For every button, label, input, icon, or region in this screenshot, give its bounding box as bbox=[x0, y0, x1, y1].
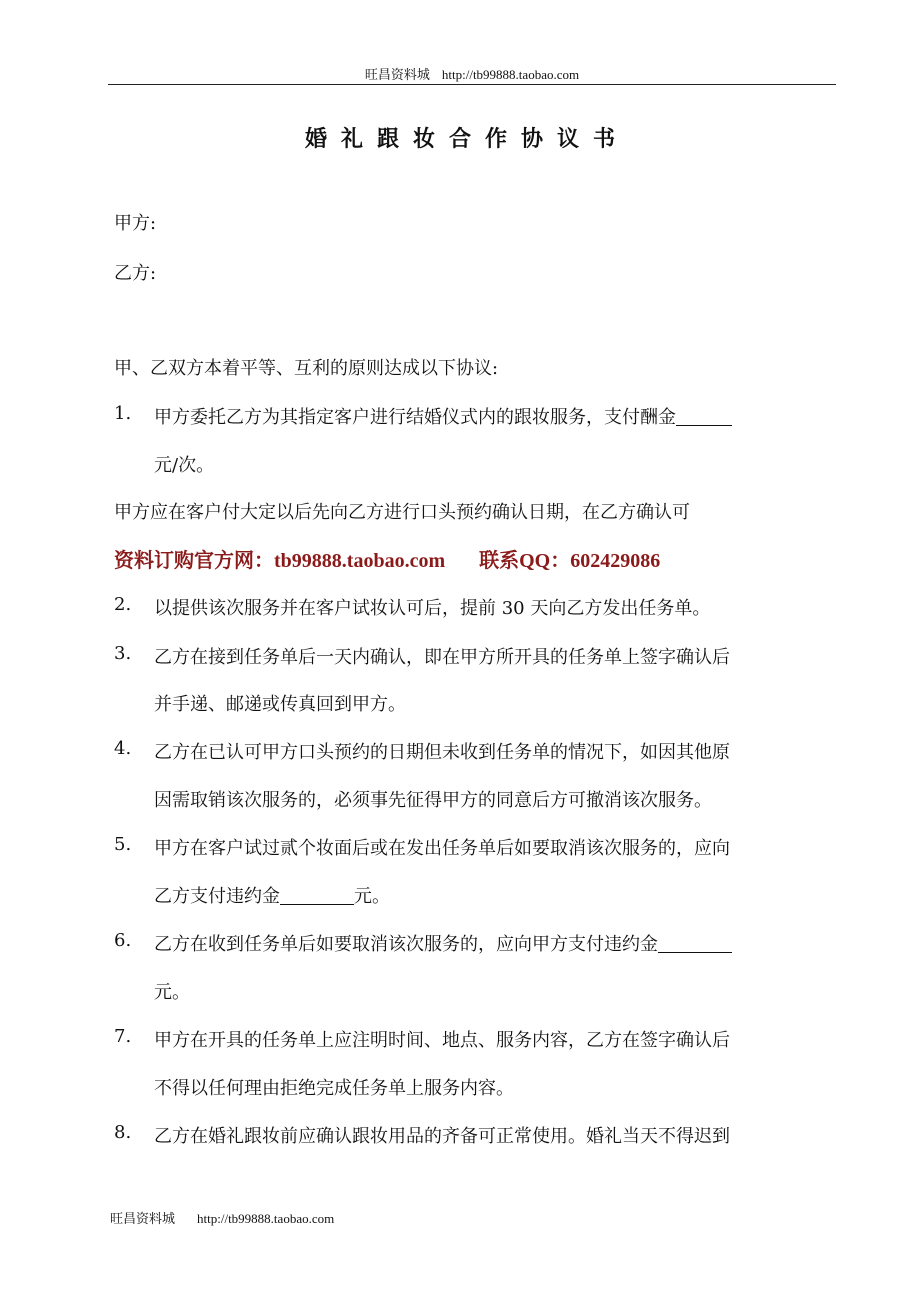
footer-site-name: 旺昌资料城 bbox=[110, 1211, 176, 1226]
item-number: 1. bbox=[114, 403, 132, 424]
item-continuation bbox=[154, 882, 390, 908]
party-b-label: 乙方: bbox=[114, 263, 157, 284]
item-text: 甲方委托乙方为其指定客户进行结婚仪式内的跟妆服务，支付酬金 bbox=[154, 407, 676, 428]
item-number: 8. bbox=[114, 1122, 132, 1143]
promo-qq: 联系QQ：602429086 bbox=[479, 550, 661, 572]
footer-url[interactable]: http://tb99888.taobao.com bbox=[197, 1211, 335, 1226]
paragraph-text: 甲方应在客户付大定以后先向乙方进行口头预约确认日期，在乙方确认可 bbox=[114, 502, 690, 523]
item-continuation: 不得以任何理由拒绝完成任务单上服务内容。 bbox=[154, 1078, 514, 1099]
item-text: 甲方在开具的任务单上应注明时间、地点、服务内容，乙方在签字确认后 bbox=[154, 1030, 730, 1051]
item-number: 7. bbox=[114, 1026, 132, 1047]
item-text: 乙方在已认可甲方口头预约的日期但未收到任务单的情况下，如因其他原 bbox=[154, 742, 730, 763]
penalty-blank bbox=[280, 886, 354, 905]
item-text: 乙方在接到任务单后一天内确认，即在甲方所开具的任务单上签字确认后 bbox=[154, 647, 730, 668]
promo-shop-link[interactable]: 资料订购官方网：tb99888.taobao.com bbox=[114, 550, 446, 572]
item-text: 甲方在客户试过贰个妆面后或在发出任务单后如要取消该次服务的，应向 bbox=[154, 838, 730, 859]
document-title: 婚礼跟妆合作协议书 bbox=[304, 126, 629, 152]
header-site-name: 旺昌资料城 bbox=[364, 67, 430, 82]
list-item bbox=[154, 403, 732, 429]
list-item bbox=[154, 930, 732, 956]
party-a-label: 甲方: bbox=[114, 213, 157, 234]
item-continuation: 元/次。 bbox=[154, 455, 215, 476]
header-url[interactable]: http://tb99888.taobao.com bbox=[441, 67, 580, 82]
fee-blank bbox=[676, 407, 732, 426]
item-number: 5. bbox=[114, 834, 132, 855]
item-continuation: 因需取销该次服务的，必须事先征得甲方的同意后方可撤消该次服务。 bbox=[154, 790, 712, 811]
item-continuation: 并手递、邮递或传真回到甲方。 bbox=[154, 694, 406, 715]
header-divider bbox=[108, 84, 836, 85]
item-continuation: 元。 bbox=[154, 982, 190, 1003]
item-number: 3. bbox=[114, 643, 132, 664]
item-text: 元。 bbox=[354, 886, 390, 907]
item-text: 乙方支付违约金 bbox=[154, 886, 280, 907]
penalty-blank bbox=[658, 934, 732, 953]
intro-sentence: 甲、乙双方本着平等、互利的原则达成以下协议: bbox=[114, 358, 499, 379]
item-text: 以提供该次服务并在客户试妆认可后，提前 30 天向乙方发出任务单。 bbox=[154, 598, 711, 619]
item-text: 乙方在婚礼跟妆前应确认跟妆用品的齐备可正常使用。婚礼当天不得迟到 bbox=[154, 1126, 730, 1147]
page-header bbox=[108, 64, 836, 83]
item-number: 6. bbox=[114, 930, 132, 951]
page-footer bbox=[110, 1208, 334, 1227]
item-number: 4. bbox=[114, 738, 132, 759]
item-number: 2. bbox=[114, 594, 132, 615]
promo-banner bbox=[114, 544, 660, 573]
item-text: 乙方在收到任务单后如要取消该次服务的，应向甲方支付违约金 bbox=[154, 934, 658, 955]
